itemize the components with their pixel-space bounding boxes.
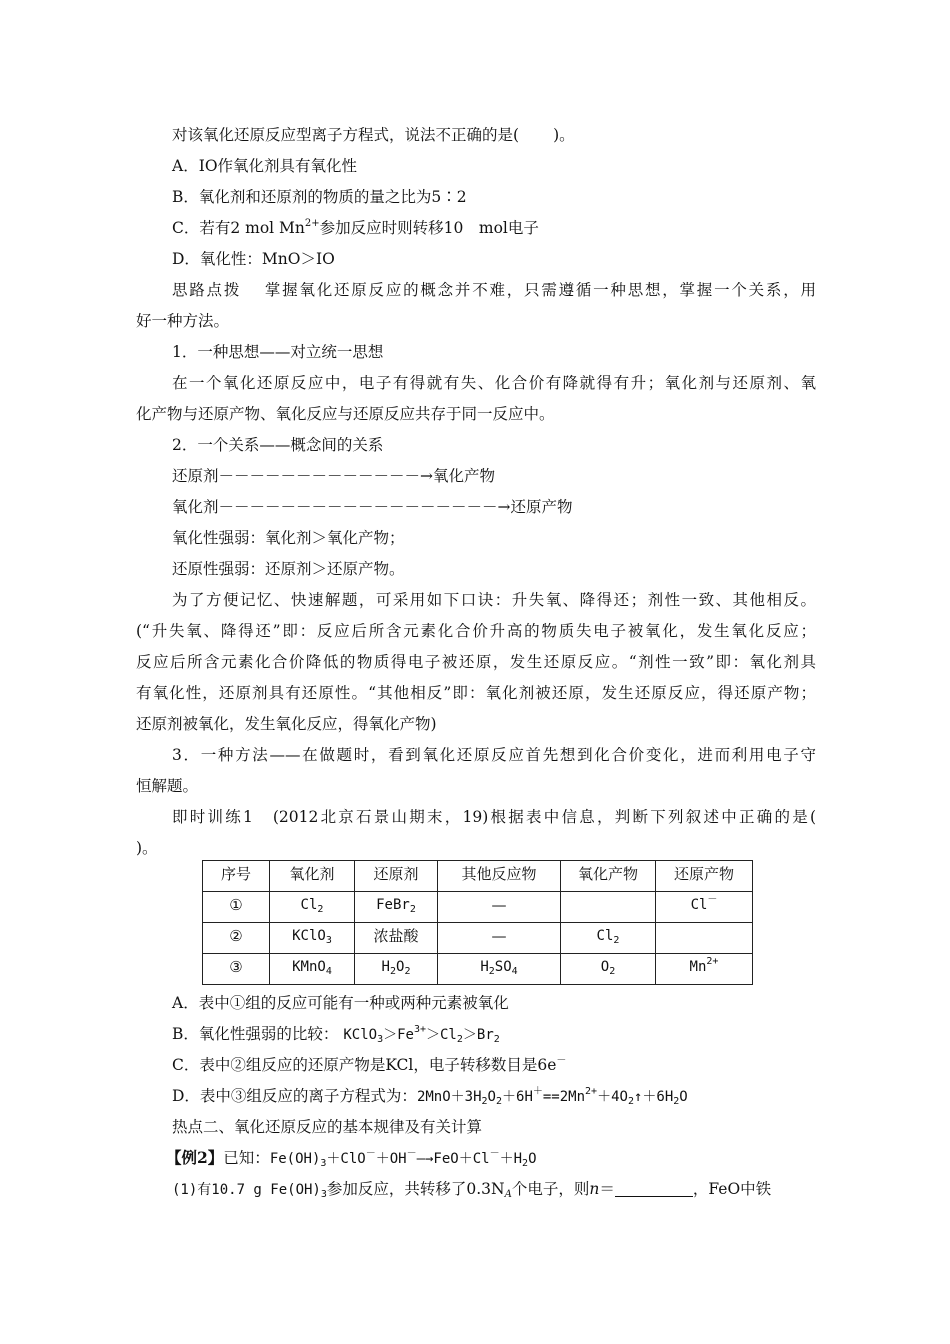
option-a: A．IO作氧化剂具有氧化性 <box>172 157 358 175</box>
practice-line-1: 即时训练1 (2012北京石景山期末，19)根据表中信息，判断下列叙述中正确的是( <box>172 808 816 826</box>
table-cell: $Cl_2$ <box>270 892 355 923</box>
question-intro: 对该氧化还原反应型离子方程式，说法不正确的是( )。 <box>172 126 575 144</box>
option-c: C．若有2 mol $Mn^{2+}$参加反应时则转移10 mol电子 <box>172 218 539 237</box>
table-row <box>203 892 753 923</box>
memo-line-2: (“升失氧、降得还”即：反应后所含元素化合价升高的物质失电子被氧化，发生氧化反应； <box>136 622 816 640</box>
table-cell: ③ <box>203 954 270 985</box>
answer-blank[interactable] <box>615 1180 693 1197</box>
section-3-line-1: 3．一种方法——在做题时，看到氧化还原反应首先想到化合价变化，进而利用电子守 <box>172 746 816 764</box>
section-3-line-2: 恒解题。 <box>136 777 199 795</box>
option-d: D．氧化性：MnO＞IO <box>172 250 335 268</box>
option-b: B．氧化剂和还原剂的物质的量之比为5∶2 <box>172 188 467 206</box>
table-cell: Cl－ <box>656 892 753 923</box>
table-cell: — <box>438 923 561 954</box>
option2-b: B．氧化性强弱的比较： $KClO_3>Fe^{3+}>Cl_2>Br_2$ <box>172 1024 500 1045</box>
table-cell: $H_2O_2$ <box>355 954 438 985</box>
table-cell <box>656 923 753 954</box>
reducing-strength: 还原性强弱：还原剂＞还原产物。 <box>172 560 405 578</box>
memo-line-4: 有氧化性，还原剂具有还原性。“其他相反”即：氧化剂被还原，发生还原反应，得还原产物； <box>136 684 816 702</box>
oxidizing-strength: 氧化性强弱：氧化剂＞氧化产物； <box>172 529 405 547</box>
table-cell: $Mn^{2+}$ <box>656 954 753 985</box>
table-cell: KClO$_3$ <box>270 923 355 954</box>
relation-reducer: 还原剂－－－－－－－－－－－－－→氧化产物 <box>172 467 495 485</box>
table-cell: 浓盐酸 <box>355 923 438 954</box>
info-table <box>202 860 753 985</box>
table-cell: ① <box>203 892 270 923</box>
table-header: 氧化产物 <box>561 861 656 892</box>
table-cell: — <box>438 892 561 923</box>
memo-line-3: 反应后所含元素化合价降低的物质得电子被还原，发生还原反应。“剂性一致”即：氧化剂具 <box>136 653 816 671</box>
table-row <box>203 954 753 985</box>
section-1-text-2: 化产物与还原产物、氧化反应与还原反应共存于同一反应中。 <box>136 405 555 423</box>
hot-topic-title: 热点二、氧化还原反应的基本规律及有关计算 <box>172 1118 483 1136</box>
table-header-row <box>203 861 753 892</box>
relation-oxidant: 氧化剂－－－－－－－－－－－－－－－－－－→还原产物 <box>172 498 573 516</box>
practice-line-2: )。 <box>136 839 158 857</box>
table-cell: KMnO$_4$ <box>270 954 355 985</box>
table-cell: $O_2$ <box>561 954 656 985</box>
table-row <box>203 923 753 954</box>
option2-a: A．表中①组的反应可能有一种或两种元素被氧化 <box>172 994 509 1012</box>
hint-line-2: 好一种方法。 <box>136 312 230 330</box>
example-2: 【例2】已知：$Fe(OH)_3+ClO^-+OH^-—\to FeO+Cl^-+H_2O$ <box>166 1148 537 1169</box>
table-header: 氧化剂 <box>270 861 355 892</box>
option2-c: C．表中②组反应的还原产物是KCl，电子转移数目是6e－ <box>172 1055 567 1074</box>
table-header: 还原产物 <box>656 861 753 892</box>
option2-d: D．表中③组反应的离子方程式为：$2MnO+3H_2O_2+6H^+==2Mn^{2+}+4O_2↑+6H_2O$ <box>172 1086 688 1107</box>
section-1-text-1: 在一个氧化还原反应中，电子有得就有失、化合价有降就得有升；氧化剂与还原剂、氧 <box>172 374 816 392</box>
table-header: 还原剂 <box>355 861 438 892</box>
hint-line-1: 思路点拨 掌握氧化还原反应的概念并不难，只需遵循一种思想，掌握一个关系，用 <box>172 281 816 299</box>
question-1: (1)有10.7 g $Fe(OH)_3$参加反应，共转移了$0.3N_A$个电子，则n＝ ，FeO中铁 <box>172 1180 772 1200</box>
memo-line-1: 为了方便记忆、快速解题，可采用如下口诀：升失氧、降得还；剂性一致、其他相反。 <box>172 591 816 609</box>
table-cell: FeBr$_2$ <box>355 892 438 923</box>
table-header: 序号 <box>203 861 270 892</box>
table-cell: ② <box>203 923 270 954</box>
section-2-title: 2．一个关系——概念间的关系 <box>172 436 384 454</box>
table-cell: $H_2SO_4$ <box>438 954 561 985</box>
table-cell: $Cl_2$ <box>561 923 656 954</box>
section-1-title: 1．一种思想——对立统一思想 <box>172 343 384 361</box>
table-cell <box>561 892 656 923</box>
memo-line-5: 还原剂被氧化，发生氧化反应，得氧化产物) <box>136 715 437 733</box>
table-header: 其他反应物 <box>438 861 561 892</box>
